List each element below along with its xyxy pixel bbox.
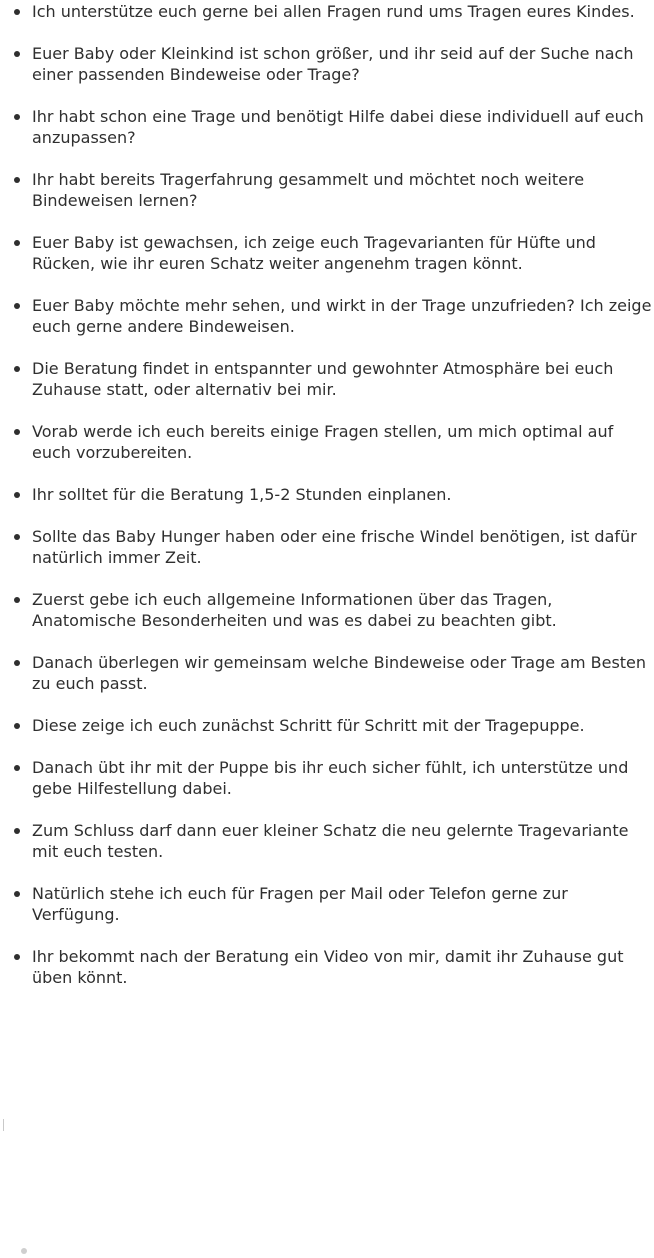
list-item: [0, 295, 654, 337]
list-item-text: Danach überlegen wir gemeinsam welche Bindeweise oder Trage am Besten zu euch passt.: [32, 653, 647, 693]
bullet-icon: [14, 723, 20, 729]
bullet-icon: [14, 492, 20, 498]
list-item: [0, 715, 654, 736]
bullet-icon: [14, 597, 20, 603]
list-item-text: Danach übt ihr mit der Puppe bis ihr euch sicher fühlt, ich unterstütze und gebe Hilfestellung dabei.: [32, 758, 629, 798]
bullet-icon: [14, 828, 20, 834]
bullet-list: [0, 1, 654, 988]
list-item-text: Euer Baby möchte mehr sehen, und wirkt in der Trage unzufrieden? Ich zeige euch gerne andere Bindeweisen.: [32, 296, 652, 336]
bullet-icon: [14, 303, 20, 309]
list-item: [0, 421, 654, 463]
bullet-icon: [14, 177, 20, 183]
list-item-text: Zum Schluss darf dann euer kleiner Schatz die neu gelernte Tragevariante mit euch testen.: [32, 821, 629, 861]
list-item-text: Vorab werde ich euch bereits einige Fragen stellen, um mich optimal auf euch vorzubereiten.: [32, 422, 614, 462]
list-item: [0, 589, 654, 631]
list-item-text: Natürlich stehe ich euch für Fragen per Mail oder Telefon gerne zur Verfügung.: [32, 884, 568, 924]
list-item: [0, 1, 654, 22]
text-cursor: [3, 1119, 4, 1131]
bullet-icon: [14, 660, 20, 666]
list-item: [0, 169, 654, 211]
bullet-icon: [14, 51, 20, 57]
bullet-icon: [14, 891, 20, 897]
list-item: [0, 883, 654, 925]
list-item: [0, 106, 654, 148]
list-item-text: Ich unterstütze euch gerne bei allen Fragen rund ums Tragen eures Kindes.: [32, 2, 635, 21]
list-item: [0, 484, 654, 505]
list-item-text: Die Beratung findet in entspannter und gewohnter Atmosphäre bei euch Zuhause statt, oder alternativ bei mir.: [32, 359, 614, 399]
bullet-icon: [14, 9, 20, 15]
list-item-text: Diese zeige ich euch zunächst Schritt für Schritt mit der Tragepuppe.: [32, 716, 585, 735]
list-item: [0, 526, 654, 568]
list-item-text: Ihr bekommt nach der Beratung ein Video von mir, damit ihr Zuhause gut üben könnt.: [32, 947, 624, 987]
list-item-text: Euer Baby ist gewachsen, ich zeige euch Tragevarianten für Hüfte und Rücken, wie ihr euren Schatz weiter angenehm tragen könnt.: [32, 233, 596, 273]
list-item-text: Ihr habt schon eine Trage und benötigt Hilfe dabei diese individuell auf euch anzupassen?: [32, 107, 644, 147]
bullet-icon: [14, 429, 20, 435]
list-item-text: Ihr solltet für die Beratung 1,5-2 Stunden einplanen.: [32, 485, 452, 504]
bullet-icon: [14, 534, 20, 540]
list-item: [0, 43, 654, 85]
empty-bullet-icon: [21, 1248, 27, 1254]
list-item: [0, 946, 654, 988]
list-item-text: Ihr habt bereits Tragerfahrung gesammelt und möchtet noch weitere Bindeweisen lernen?: [32, 170, 585, 210]
bullet-icon: [14, 765, 20, 771]
list-item-text: Zuerst gebe ich euch allgemeine Informationen über das Tragen, Anatomische Besonderheiten und was es dabei zu beachten gibt.: [32, 590, 557, 630]
bullet-icon: [14, 366, 20, 372]
list-item-text: Euer Baby oder Kleinkind ist schon größer, und ihr seid auf der Suche nach einer passenden Bindeweise oder Trage?: [32, 44, 634, 84]
bullet-icon: [14, 114, 20, 120]
bullet-icon: [14, 240, 20, 246]
bullet-icon: [14, 954, 20, 960]
list-item: [0, 358, 654, 400]
list-item: [0, 652, 654, 694]
list-item-text: Sollte das Baby Hunger haben oder eine frische Windel benötigen, ist dafür natürlich immer Zeit.: [32, 527, 637, 567]
list-item: [0, 820, 654, 862]
list-item: [0, 232, 654, 274]
list-item: [0, 757, 654, 799]
